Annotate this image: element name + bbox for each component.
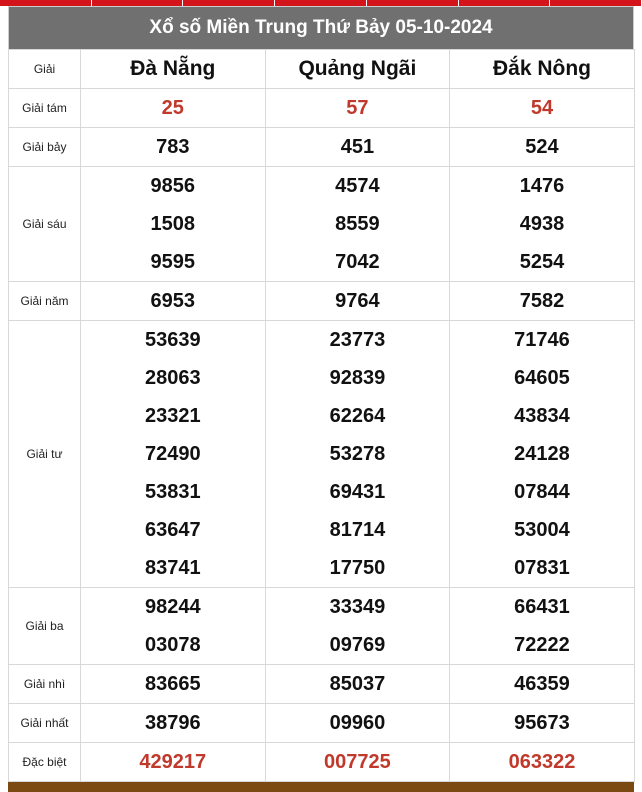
prize-label: Giải bảy <box>9 128 81 167</box>
prize-cell <box>81 282 266 321</box>
prize-number: 17750 <box>329 557 386 579</box>
prize-number: 9595 <box>150 251 196 273</box>
prize-number: 43834 <box>514 405 570 427</box>
prize-number: 54 <box>530 97 554 119</box>
prize-number: 53639 <box>144 329 201 351</box>
prize-label: Giải nhất <box>9 704 81 743</box>
prize-cell <box>450 128 635 167</box>
province-name[interactable]: Quảng Ngãi <box>265 50 450 89</box>
prize-row-db <box>9 743 635 782</box>
prize-cell <box>450 89 635 128</box>
prize-number: 69431 <box>329 481 386 503</box>
prize-label: Giải nhì <box>9 665 81 704</box>
prize-cell <box>81 588 266 665</box>
prize-label: Giải tư <box>9 321 81 588</box>
prize-number: 25 <box>161 97 184 119</box>
header-row <box>9 50 635 89</box>
results-title: Xổ số Miền Trung Thứ Bảy 05-10-2024 <box>8 6 634 49</box>
prize-cell <box>450 167 635 282</box>
prize-number: 09960 <box>329 712 386 734</box>
prize-number: 72490 <box>144 443 201 465</box>
prize-number: 5254 <box>519 251 565 273</box>
prize-cell <box>265 321 450 588</box>
prize-row-g2 <box>9 665 635 704</box>
prize-cell <box>81 743 266 782</box>
prize-cell <box>265 743 450 782</box>
prize-label: Giải tám <box>9 89 81 128</box>
prize-number: 95673 <box>514 712 570 734</box>
results-panel <box>8 6 634 782</box>
prize-row-g1 <box>9 704 635 743</box>
results-table <box>8 49 635 782</box>
prize-number: 007725 <box>324 751 391 773</box>
prize-cell <box>450 588 635 665</box>
prize-number: 783 <box>156 136 190 158</box>
prize-row-g8 <box>9 89 635 128</box>
prize-number: 53004 <box>514 519 570 541</box>
prize-cell <box>81 89 266 128</box>
prize-label: Đặc biệt <box>9 743 81 782</box>
prize-number: 66431 <box>514 596 570 618</box>
prize-row-g6 <box>9 167 635 282</box>
prize-number: 53831 <box>144 481 201 503</box>
prize-number: 063322 <box>508 751 576 773</box>
prize-number: 83665 <box>144 673 201 695</box>
prize-row-g4 <box>9 321 635 588</box>
prize-cell <box>450 743 635 782</box>
prize-number: 81714 <box>329 519 386 541</box>
prize-cell <box>265 588 450 665</box>
prize-label: Giải ba <box>9 588 81 665</box>
prize-cell <box>265 128 450 167</box>
prize-cell <box>81 321 266 588</box>
prize-cell <box>450 704 635 743</box>
prize-number: 46359 <box>514 673 570 695</box>
prize-number: 92839 <box>329 367 386 389</box>
prize-number: 9856 <box>150 175 196 197</box>
prize-number: 71746 <box>514 329 570 351</box>
prize-number: 83741 <box>144 557 201 579</box>
prize-cell <box>81 704 266 743</box>
prize-number: 53278 <box>329 443 386 465</box>
prize-row-g5 <box>9 282 635 321</box>
prize-number: 23321 <box>144 405 201 427</box>
prize-number: 07831 <box>514 557 570 579</box>
prize-row-g7 <box>9 128 635 167</box>
province-name[interactable]: Đắk Nông <box>450 50 635 89</box>
prize-cell <box>450 665 635 704</box>
prize-number: 09769 <box>329 634 386 656</box>
prize-number: 524 <box>525 136 559 158</box>
prize-number: 8559 <box>335 213 380 235</box>
prize-number: 03078 <box>144 634 201 656</box>
prize-number: 85037 <box>329 673 386 695</box>
prize-row-g3 <box>9 588 635 665</box>
prize-cell <box>81 128 266 167</box>
prize-number: 38796 <box>144 712 201 734</box>
prize-cell <box>450 321 635 588</box>
prize-number: 07844 <box>514 481 570 503</box>
prize-number: 28063 <box>144 367 201 389</box>
prize-number: 451 <box>340 136 375 158</box>
prize-cell <box>265 167 450 282</box>
prize-label: Giải năm <box>9 282 81 321</box>
prize-number: 98244 <box>144 596 201 618</box>
prize-number: 33349 <box>329 596 386 618</box>
prize-number: 1508 <box>150 213 196 235</box>
prize-number: 4574 <box>335 175 380 197</box>
prize-number: 6953 <box>150 290 196 312</box>
prize-cell <box>265 89 450 128</box>
prize-number: 57 <box>346 97 369 119</box>
prize-cell <box>265 704 450 743</box>
header-prize-label: Giải <box>9 50 81 89</box>
prize-number: 72222 <box>514 634 570 656</box>
prize-number: 64605 <box>514 367 570 389</box>
footer-bar <box>8 782 634 792</box>
prize-cell <box>265 665 450 704</box>
prize-number: 7042 <box>335 251 380 273</box>
prize-cell <box>265 282 450 321</box>
prize-number: 62264 <box>329 405 386 427</box>
prize-number: 23773 <box>329 329 386 351</box>
prize-cell <box>81 167 266 282</box>
prize-number: 4938 <box>519 213 565 235</box>
prize-number: 9764 <box>335 290 380 312</box>
prize-number: 1476 <box>519 175 565 197</box>
prize-number: 24128 <box>514 443 570 465</box>
prize-cell <box>81 665 266 704</box>
prize-number: 7582 <box>519 290 565 312</box>
prize-label: Giải sáu <box>9 167 81 282</box>
prize-cell <box>450 282 635 321</box>
prize-number: 429217 <box>139 751 207 773</box>
prize-number: 63647 <box>144 519 201 541</box>
province-name[interactable]: Đà Nẵng <box>81 50 266 89</box>
